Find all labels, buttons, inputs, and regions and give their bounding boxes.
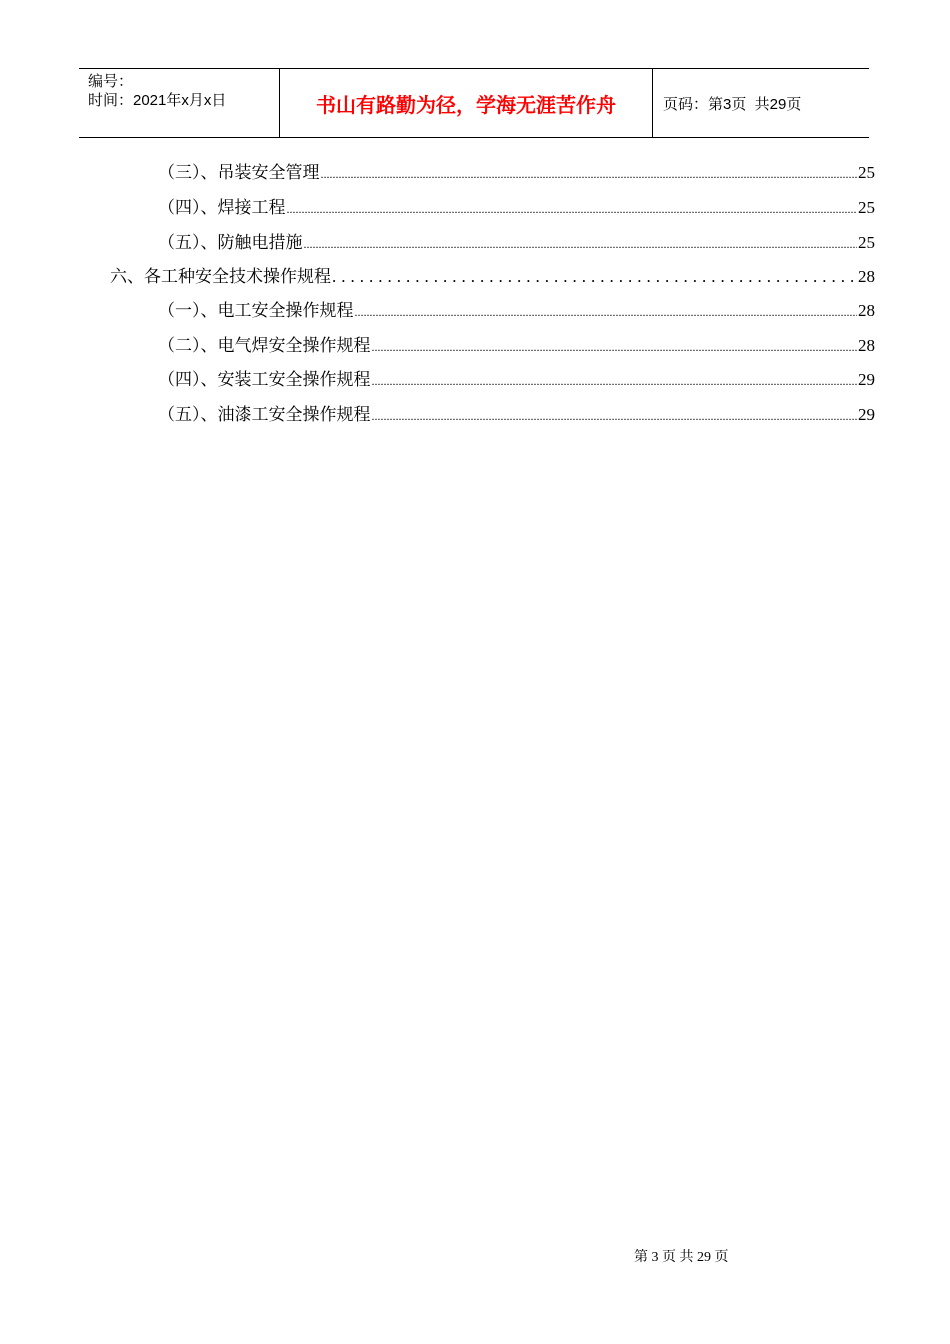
toc-entry-label: （五）、油漆工安全操作规程 xyxy=(158,405,371,424)
toc-entry-page: 28 xyxy=(858,267,875,286)
toc-entry-page: 29 xyxy=(858,370,875,389)
toc-entry[interactable] xyxy=(158,331,875,353)
toc-entry-label: （一）、电工安全操作规程 xyxy=(158,301,354,320)
toc-leader-dots xyxy=(372,409,858,424)
toc-entry[interactable] xyxy=(158,400,875,422)
toc-leader-dots xyxy=(355,305,858,320)
toc-entry-page: 25 xyxy=(858,163,875,182)
toc-entry-label: （四）、安装工安全操作规程 xyxy=(158,370,371,389)
toc-entry-label: （四）、焊接工程 xyxy=(158,198,286,217)
toc-entry[interactable] xyxy=(158,365,875,387)
toc-leader-dots xyxy=(321,167,858,182)
header-motto: 书山有路勤为径，学海无涯苦作舟 xyxy=(280,69,653,137)
toc-leader-dots xyxy=(304,237,858,252)
toc-entry-label: 六、各工种安全技术操作规程 xyxy=(110,267,331,286)
toc-leader-dots xyxy=(287,202,858,217)
toc-entry-page: 29 xyxy=(858,405,875,424)
header-meta xyxy=(79,69,280,137)
toc-entry-label: （三）、吊装安全管理 xyxy=(158,163,320,182)
toc-entry-label: （二）、电气焊安全操作规程 xyxy=(158,336,371,355)
toc-entry-page: 28 xyxy=(858,301,875,320)
toc-entry[interactable] xyxy=(158,193,875,215)
page-header xyxy=(79,68,869,138)
toc-entry-label: （五）、防触电措施 xyxy=(158,233,303,252)
toc-entry[interactable] xyxy=(158,296,875,318)
header-page-info xyxy=(653,69,869,137)
header-page-info-text: 页码：第3页 共29页 xyxy=(663,95,802,113)
document-number-label: 编号： xyxy=(88,73,134,90)
toc-leader-dots xyxy=(372,340,858,355)
toc-leader-dots xyxy=(372,374,858,389)
footer-page-number: 第 3 页 共 29 页 xyxy=(634,1250,729,1265)
toc-entry[interactable] xyxy=(110,262,875,284)
document-date-label: 时间：2021年x月x日 xyxy=(88,92,227,109)
toc-entry-page: 25 xyxy=(858,198,875,217)
toc-leader-dots xyxy=(332,267,857,287)
toc-entry-page: 28 xyxy=(858,336,875,355)
toc-entry[interactable] xyxy=(158,158,875,180)
toc-entry-page: 25 xyxy=(858,233,875,252)
toc-entry[interactable] xyxy=(158,228,875,250)
